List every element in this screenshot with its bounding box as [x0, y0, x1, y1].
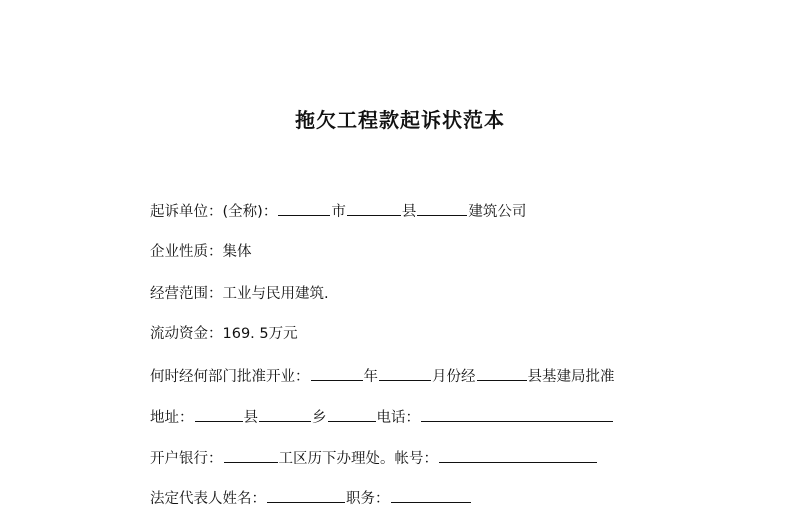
- month-blank: [379, 365, 431, 381]
- phone-label: 电话：: [376, 410, 420, 426]
- capital-label: 流动资金：: [150, 326, 223, 342]
- address-village-blank: [328, 406, 376, 422]
- bank-blank: [224, 447, 278, 463]
- address-county-suffix: 县: [243, 410, 258, 426]
- plaintiff-line: [150, 200, 526, 222]
- scope-value: 工业与民用建筑.: [222, 286, 329, 302]
- plaintiff-label: 起诉单位：(全称)：: [150, 204, 278, 220]
- bank-office-suffix: 工区历下办理处。帐号：: [278, 451, 438, 467]
- scope-line: [150, 283, 329, 305]
- nature-value: 集体: [222, 244, 252, 260]
- nature-line: [150, 241, 252, 263]
- company-suffix: 建筑公司: [468, 204, 527, 220]
- bank-label: 开户银行：: [150, 451, 223, 467]
- bureau-suffix: 县基建局批准: [527, 369, 615, 385]
- company-blank: [417, 200, 467, 216]
- address-label: 地址：: [150, 410, 194, 426]
- approval-line: [150, 365, 615, 387]
- position-label: 职务：: [346, 491, 390, 507]
- year-suffix: 年: [363, 369, 378, 385]
- account-blank: [439, 447, 597, 463]
- city-suffix: 市: [331, 204, 346, 220]
- address-county-blank: [195, 406, 243, 422]
- county-blank: [347, 200, 401, 216]
- address-line: [150, 406, 614, 428]
- address-township-suffix: 乡: [312, 410, 327, 426]
- representative-label: 法定代表人姓名：: [150, 491, 266, 507]
- month-suffix: 月份经: [432, 369, 476, 385]
- address-township-blank: [259, 406, 311, 422]
- capital-line: [150, 323, 298, 345]
- representative-name-blank: [267, 487, 345, 503]
- bureau-blank: [477, 365, 527, 381]
- nature-label: 企业性质：: [150, 244, 223, 260]
- capital-value: 169. 5万元: [222, 326, 298, 342]
- phone-blank: [421, 406, 613, 422]
- position-blank: [391, 487, 471, 503]
- city-blank: [278, 200, 330, 216]
- scope-label: 经营范围：: [150, 286, 223, 302]
- representative-line: [150, 487, 472, 509]
- document-title: 拖欠工程款起诉状范本: [295, 108, 505, 132]
- bank-line: [150, 447, 598, 469]
- county-suffix: 县: [401, 204, 417, 220]
- approval-label: 何时经何部门批准开业：: [150, 369, 310, 385]
- year-blank: [311, 365, 363, 381]
